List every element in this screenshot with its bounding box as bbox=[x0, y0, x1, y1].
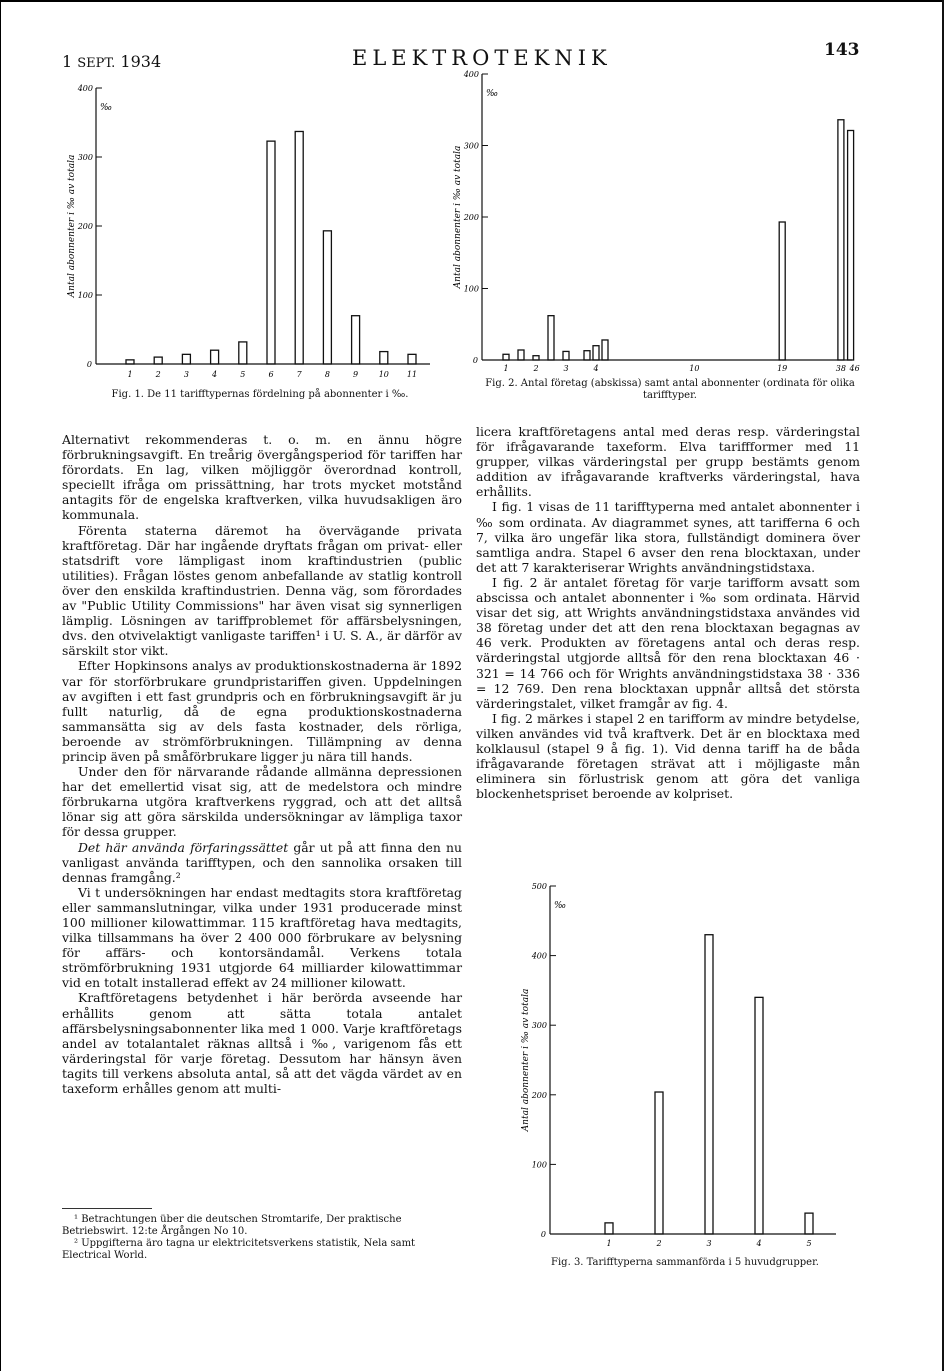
scan-border-left bbox=[0, 0, 1, 1371]
y-tick-label-zero: 0 bbox=[86, 360, 92, 369]
bar bbox=[380, 352, 388, 364]
y-tick-label: 300 bbox=[463, 141, 479, 151]
x-tick-label: 9 bbox=[353, 370, 359, 379]
y-axis-unit: ‰ bbox=[486, 89, 499, 99]
y-tick-label: 200 bbox=[463, 213, 479, 222]
bar bbox=[584, 351, 590, 360]
y-axis-unit: ‰ bbox=[554, 901, 567, 911]
paragraph: Under den för närvarande rådande allmänna depressionen har det emellertid visat sig, att de medelstora och mindre förbrukarna utgöra kraftverkens ryggrad, och att det alltså lönar sig att göra särskilda undersökningar av lämpliga taxor för dessa grupper. bbox=[62, 764, 462, 840]
bar bbox=[805, 1213, 813, 1234]
x-tick-label: 2 bbox=[533, 364, 539, 373]
figure-3-caption: Fig. 3. Tarifftyperna sammanförda i 5 huvudgrupper. bbox=[551, 1257, 819, 1268]
x-tick-label: 3 bbox=[706, 1239, 712, 1248]
figure-2-caption: Fig. 2. Antal företag (abskissa) samt antal abonnenter (ordinata för olika tarifftyper. bbox=[485, 378, 855, 401]
bar bbox=[655, 1092, 663, 1234]
bar bbox=[323, 231, 331, 364]
bar bbox=[563, 351, 569, 360]
footnotes bbox=[62, 1214, 462, 1262]
x-tick-label: 19 bbox=[777, 364, 788, 373]
right-column bbox=[476, 424, 860, 801]
paragraph: I fig. 1 visas de 11 tarifftyperna med antalet abonnenter i ‰ som ordinata. Av diagrammet synes, att tarifferna 6 och 7, vilka äro ungefär lika stora, fullständigt dominera över samtliga andra. Stapel 6 avser den rena blocktaxan, under det att 7 karakteriserar Wrights användningstidstaxa. bbox=[476, 499, 860, 575]
x-tick-label: 11 bbox=[406, 370, 418, 379]
bar bbox=[533, 356, 539, 360]
y-tick-label: 100 bbox=[531, 1160, 547, 1170]
bar bbox=[548, 316, 554, 360]
y-tick-label-zero: 0 bbox=[472, 356, 478, 365]
bar bbox=[605, 1223, 613, 1234]
y-tick-label-zero: 0 bbox=[540, 1230, 546, 1239]
x-tick-label: 4 bbox=[593, 364, 599, 373]
footnote-2: ² Uppgifterna äro tagna ur elektricitetsverkens statistik, Nela samt Electrical World. bbox=[62, 1238, 416, 1261]
footnote-1: ¹ Betrachtungen über die deutschen Stromtarife, Der praktische Betriebswirt. 12:te Årgången No 10. bbox=[62, 1214, 402, 1237]
paragraph: Kraftföretagens betydenhet i här berörda avseende har erhållits genom att sätta totala antalet affärsbelysningsabonnenter lika med 1 000. Varje kraftföretags andel av totalantalet räknas alltså i ‰, varigenom fås ett värderingstal för varje företag. Dessutom har hänsyn även tagits till verkens absoluta antal, så att det vägda värdet av en taxeform erhålles genom att multi- bbox=[62, 990, 462, 1097]
y-axis-label: Antal abonnenter i ‰ av totala bbox=[453, 145, 463, 289]
bar bbox=[352, 316, 360, 364]
paragraph: I fig. 2 märkes i stapel 2 en tarifform av mindre betydelse, vilken användes vid två kraftverk. Det är en blocktaxa med kolklausul (stapel 9 å fig. 1). Vid denna tariff ha de båda ifrågavarande företagen strävat att i möjligaste mån eliminera sin förlustrisk genom att göra det vanliga blockenhetspriset beroende av kolpriset. bbox=[476, 710, 860, 802]
bar bbox=[239, 342, 247, 364]
paragraph: Efter Hopkinsons analys av produktionskostnaderna är 1892 var för storförbrukare grundpristariffen given. Uppdelningen av avgiften i ett fast grundpris och en förbrukningsavgift är ju fullt naturlig, då de egna produktionskostnaderna sammansätta sig av dels fasta kostnader, dels rörliga, beroende av strömförbrukningen. Tillämpning av denna princip även på småförbrukare ligger ju nära till hands. bbox=[62, 658, 462, 764]
y-axis-label: Antal abonnenter i ‰ av totala bbox=[521, 988, 531, 1132]
bar bbox=[705, 935, 713, 1234]
bar bbox=[779, 222, 785, 360]
bar bbox=[848, 130, 854, 360]
y-tick-label: 100 bbox=[77, 291, 93, 300]
scan-border-top bbox=[0, 0, 944, 2]
paragraph: Vi t undersökningen har endast medtagits stora kraftföretag eller sammanslutningar, vilka under 1931 producerade minst 100 millioner kilowattimmar. 115 kraftföretag hava medtagits, vilka tillsammans ha över 2 400 000 förbrukare av belysning för affärs- och kontorsändamål. Verkens totala strömförbrukning 1931 utgjorde 64 milliarder kilowattimmar vid en totalt installerad effekt av 24 millioner kilowatt. bbox=[62, 884, 462, 991]
footnote-rule bbox=[62, 1208, 152, 1209]
bar bbox=[593, 346, 599, 360]
y-tick-label: 200 bbox=[531, 1090, 547, 1100]
bar bbox=[126, 360, 134, 364]
x-tick-label: 1 bbox=[503, 364, 509, 373]
x-tick-label: 4 bbox=[212, 370, 218, 379]
x-tick-label: 2 bbox=[155, 370, 161, 379]
x-tick-label: 10 bbox=[378, 370, 389, 379]
bar bbox=[408, 354, 416, 364]
paragraph: Alternativt rekommenderas t. o. m. en ännu högre förbrukningsavgift. En treårig övergångsperiod för tariffen har förordats. En lag, vilken möjliggör överordnad kontroll, speciellt ifråga om prissättning, har trots mycket motstånd antagits för de engelska kraftverken, vilka huvudsakligen äro kommunala. bbox=[62, 432, 462, 523]
y-tick-label: 300 bbox=[77, 153, 93, 162]
bar bbox=[838, 120, 844, 360]
y-tick-label: 300 bbox=[531, 1021, 547, 1031]
bar bbox=[211, 350, 219, 364]
y-tick-label: 400 bbox=[531, 951, 547, 961]
x-tick-label: 1 bbox=[127, 370, 133, 379]
x-tick-label: 4 bbox=[756, 1239, 762, 1248]
y-tick-label: 100 bbox=[463, 284, 479, 294]
issue-date: 1 SEPT. 1934 bbox=[62, 52, 162, 71]
x-tick-label: 3 bbox=[183, 370, 189, 379]
x-tick-label: 38 bbox=[835, 364, 846, 373]
x-tick-label: 6 bbox=[268, 370, 274, 379]
page-number: 143 bbox=[824, 40, 860, 60]
bar bbox=[602, 340, 608, 360]
x-tick-label: 7 bbox=[296, 370, 302, 379]
journal-title: ELEKTROTEKNIK bbox=[352, 46, 612, 70]
bar bbox=[518, 350, 524, 360]
figure-2-chart bbox=[452, 68, 862, 372]
paragraph: licera kraftföretagens antal med deras resp. värderingstal för ifrågavarande taxeform. Elva tariffformer med 11 grupper, vilkas värderingstal per grupp bestämts genom addition av ifrågavarande kraftverks värderingstal, hava erhållits. bbox=[476, 424, 860, 500]
x-tick-label: 5 bbox=[806, 1239, 812, 1248]
bar bbox=[755, 997, 763, 1234]
y-axis-label: Antal abonnenter i ‰ av totala bbox=[67, 154, 77, 298]
x-tick-label: 2 bbox=[656, 1239, 662, 1248]
x-tick-label: 10 bbox=[689, 364, 700, 373]
y-axis-unit: ‰ bbox=[100, 103, 113, 113]
bar bbox=[295, 131, 303, 364]
bar bbox=[154, 357, 162, 364]
y-tick-label: 500 bbox=[531, 882, 547, 891]
figure-1-chart bbox=[60, 80, 440, 380]
paragraph: Förenta staterna däremot ha övervägande privata kraftföretag. Där har ingående dryftats frågan om privat- eller statsdrift vore lämpligast inom kraftindustrien (public utilities). Frågan löstes genom anbefallande av statlig kontroll över den enskilda kraftindustrien. Denna väg, som förordades av "Public Utility Commissions" har även visat sig synnerligen lämplig. Lösningen av tariffproblemet för affärsbelysningen, dvs. den otvivelaktigt vanligaste tariffen¹ i U. S. A., är därför av särskilt stor vikt. bbox=[62, 522, 462, 659]
y-tick-label: 400 bbox=[77, 84, 93, 93]
figure-3-chart bbox=[516, 878, 846, 1248]
x-tick-label: 1 bbox=[606, 1239, 612, 1248]
paragraph: I fig. 2 är antalet företag för varje tarifform avsatt som abscissa och antalet abonnenter i ‰ som ordinata. Härvid visar det sig, att Wrights användningstidstaxa användes vid 38 företag under det att den rena blocktaxan begagnas av 46 verk. Produkten av företagens antal och deras resp. värderingstal utgjorde alltså för den rena blocktaxan 46 · 321 = 14 766 och för Wrights användningstidstaxa 38 · 336 = 12 769. Den rena blocktaxan uppnår alltså det största värderingstalet, vilket framgår av fig. 4. bbox=[476, 574, 860, 711]
bar bbox=[503, 354, 509, 360]
figure-1-caption: Fig. 1. De 11 tarifftypernas fördelning på abonnenter i ‰. bbox=[111, 389, 409, 400]
bar bbox=[182, 354, 190, 364]
y-tick-label: 400 bbox=[463, 70, 479, 79]
y-tick-label: 200 bbox=[77, 222, 93, 231]
x-tick-label: 3 bbox=[563, 364, 569, 373]
left-column bbox=[62, 432, 462, 1096]
paragraph-italic-lead: Det här använda förfaringssättet går ut på att finna den nu vanligast använda tarifftypen, och den sannolika orsaken till dennas framgång.² bbox=[62, 839, 462, 885]
bar bbox=[267, 141, 275, 364]
x-tick-label: 46 bbox=[849, 364, 860, 373]
x-tick-label: 5 bbox=[240, 370, 246, 379]
x-tick-label: 8 bbox=[324, 370, 330, 379]
